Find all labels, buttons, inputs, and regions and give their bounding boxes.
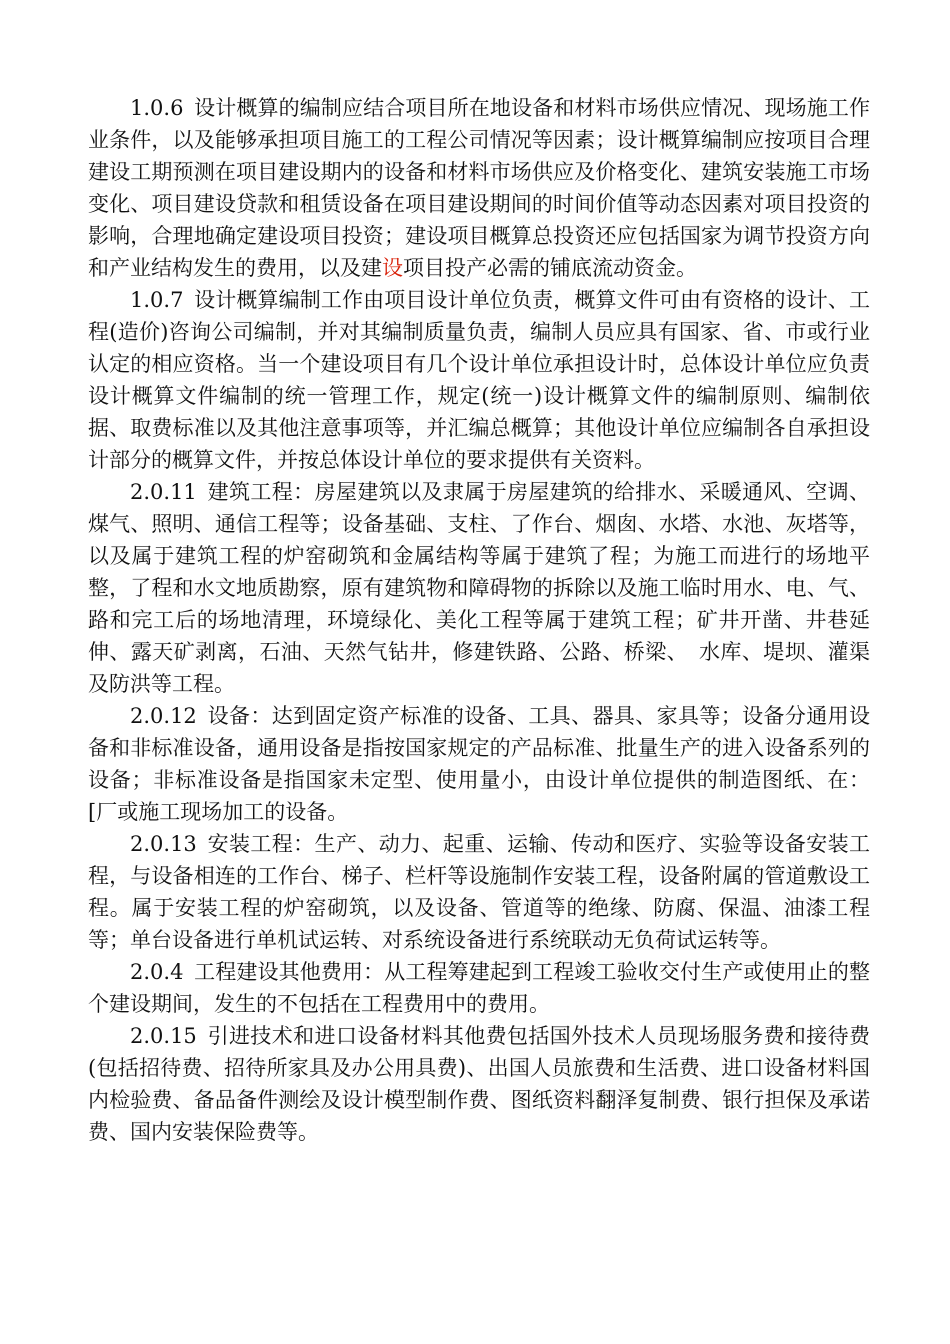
section-text: 设计概算的编制应结合项目所在地设备和材料市场供应情况、现场施工作业条件，以及能够承担项目施工的工程公司情况等因素；设计概算编制应按项目合理建设工期预测在项目建设期内的设备和材料市场供应及价格变化、建筑安装施工市场变化、项目建设贷款和租赁设备在项目建设期间的时间价值等动态因素对项目投资的影响，合理地确定建设项目投资；建设项目概算总投资还应包括国家为调节投资方向和产业结构发生的费用，以及建 — [88, 96, 870, 280]
section-text: 引进技术和进口设备材料其他费包括国外技术人员现场服务费和接待费(包括招待费、招待所家具及办公用具费)、出国人员旅费和生活费、进口设备材料国内检验费、备品备件测绘及设计模型制作费、图纸资料翻泽复制费、银行担保及承诺费、国内安装保险费等。 — [88, 1024, 870, 1144]
section-2-0-13 — [88, 828, 870, 956]
section-2-0-11 — [88, 476, 870, 700]
section-number: 2.0.11 — [130, 480, 197, 504]
section-text: 建筑工程：房屋建筑以及隶属于房屋建筑的给排水、采暖通风、空调、煤气、照明、通信工程等；设备基础、支柱、了作台、烟囱、水塔、水池、灰塔等，以及属于建筑工程的炉窑砌筑和金属结构等属于建筑了程；为施工而进行的场地平整，了程和水文地质勘察，原有建筑物和障碍物的拆除以及施工临时用水、电、气、路和完工后的场地清理，环境绿化、美化工程等属于建筑工程；矿井开凿、井巷延伸、露天矿剥离，石油、天然气钻井，修建铁路、公路、桥梁、 水库、堤坝、灌渠及防洪等工程。 — [88, 480, 870, 696]
section-text: 工程建设其他费用：从工程筹建起到工程竣工验收交付生产或使用止的整个建设期间，发生的不包括在工程费用中的费用。 — [88, 960, 870, 1016]
section-2-0-15 — [88, 1020, 870, 1148]
section-text: 设计概算编制工作由项目设计单位负责，概算文件可由有资格的设计、工程(造价)咨询公司编制，并对其编制质量负责，编制人员应具有国家、省、市或行业认定的相应资格。当一个建设项目有几个设计单位承担设计时，总体设计单位应负责设计概算文件编制的统一管理工作，规定(统一)设计概算文件的编制原则、编制依据、取费标准以及其他注意事项等，并汇编总概算；其他设计单位应编制各自承担设计部分的概算文件，并按总体设计单位的要求提供有关资料。 — [88, 288, 870, 472]
section-number: 2.0.12 — [130, 704, 197, 728]
section-1-0-7 — [88, 284, 870, 476]
section-2-0-12 — [88, 700, 870, 828]
section-number: 2.0.13 — [130, 832, 197, 856]
section-number: 2.0.15 — [130, 1024, 197, 1048]
section-number: 1.0.6 — [130, 96, 184, 120]
section-text-continued: 项目投产必需的铺底流动资金。 — [403, 256, 697, 280]
section-number: 1.0.7 — [130, 288, 184, 312]
section-1-0-6 — [88, 92, 870, 284]
highlighted-character: 设 — [382, 256, 403, 280]
document-body — [88, 92, 870, 1148]
section-2-0-4 — [88, 956, 870, 1020]
section-text: 设备：达到固定资产标准的设备、工具、器具、家具等；设备分通用设备和非标准设备，通用设备是指按国家规定的产品标准、批量生产的进入设备系列的设备；非标准设备是指国家未定型、使用量小，由设计单位提供的制造图纸、在：[厂或施工现场加工的设备。 — [88, 704, 870, 824]
section-text: 安装工程：生产、动力、起重、运输、传动和医疗、实验等设备安装工程，与设备相连的工作台、梯子、栏杆等设施制作安装工程，设备附属的管道敷设工程。属于安装工程的炉窑砌筑，以及设备、管道等的绝缘、防腐、保温、油漆工程等；单台设备进行单机试运转、对系统设备进行系统联动无负荷试运转等。 — [88, 832, 870, 952]
section-number: 2.0.4 — [130, 960, 184, 984]
